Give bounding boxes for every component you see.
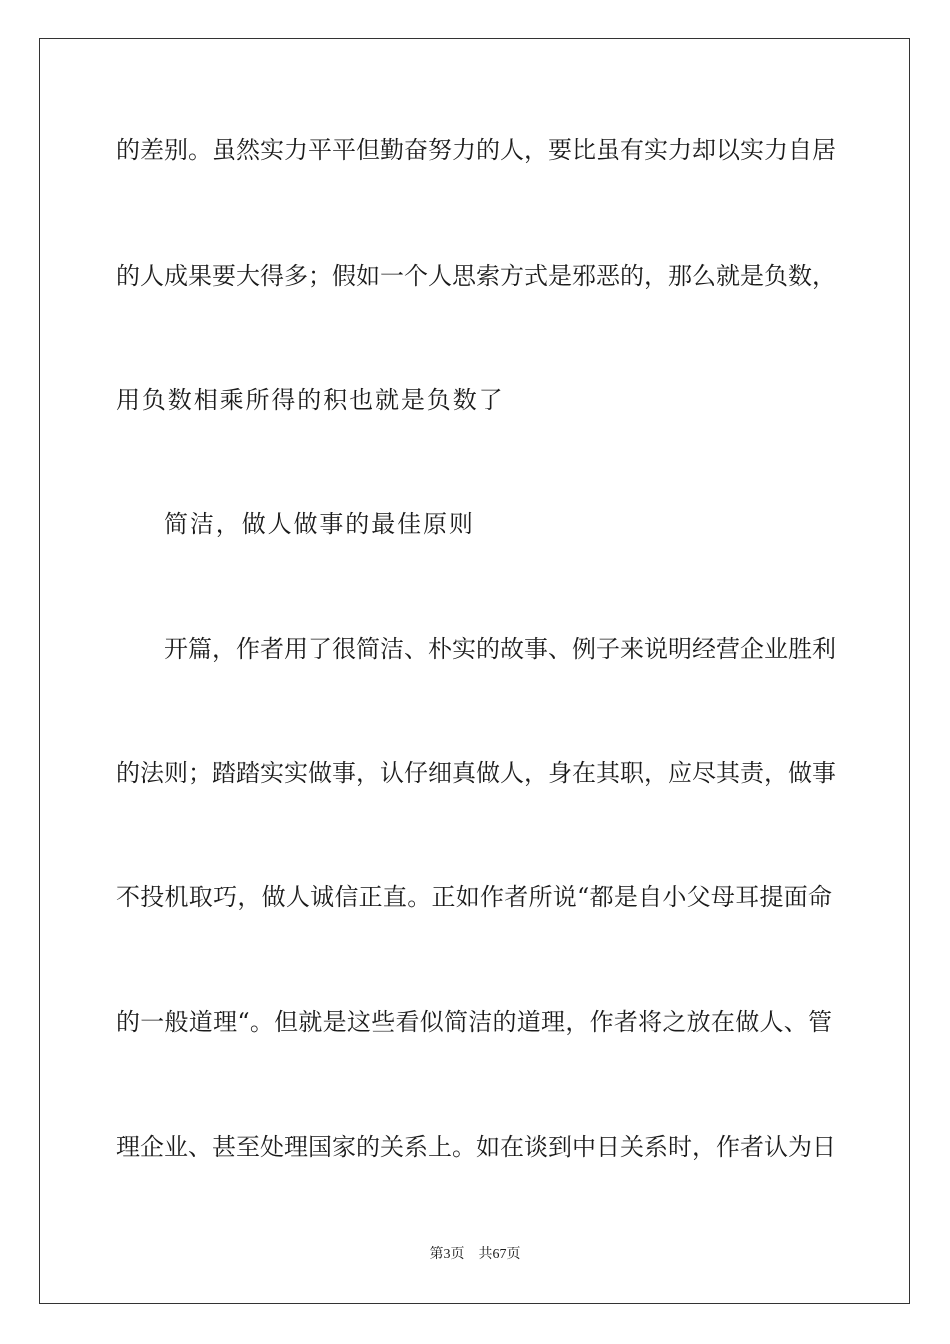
- body-line-2: 的人成果要大得多；假如一个人思索方式是邪恶的，那么就是负数，: [116, 262, 836, 290]
- body-line-8: 的一般道理“。但就是这些看似简洁的道理，作者将之放在做人、管: [116, 1008, 832, 1036]
- section-heading: 简洁，做人做事的最佳原则: [164, 510, 475, 538]
- page-total: 共67页: [478, 1247, 521, 1262]
- body-line-6: 的法则；踏踏实实做事，认仔细真做人，身在其职，应尽其责，做事: [116, 759, 836, 787]
- body-line-3: 用负数相乘所得的积也就是负数了: [116, 386, 505, 414]
- body-line-9: 理企业、甚至处理国家的关系上。如在谈到中日关系时，作者认为日: [116, 1133, 836, 1161]
- body-line-7: 不投机取巧，做人诚信正直。正如作者所说“都是自小父母耳提面命: [116, 883, 832, 911]
- body-line-1: 的差别。虽然实力平平但勤奋努力的人，要比虽有实力却以实力自居: [116, 136, 836, 164]
- page-number: 第3页: [429, 1247, 465, 1262]
- page-border: [39, 38, 910, 1304]
- body-line-5: 开篇，作者用了很简洁、朴实的故事、例子来说明经营企业胜利: [164, 635, 836, 663]
- page-footer: [0, 1246, 950, 1264]
